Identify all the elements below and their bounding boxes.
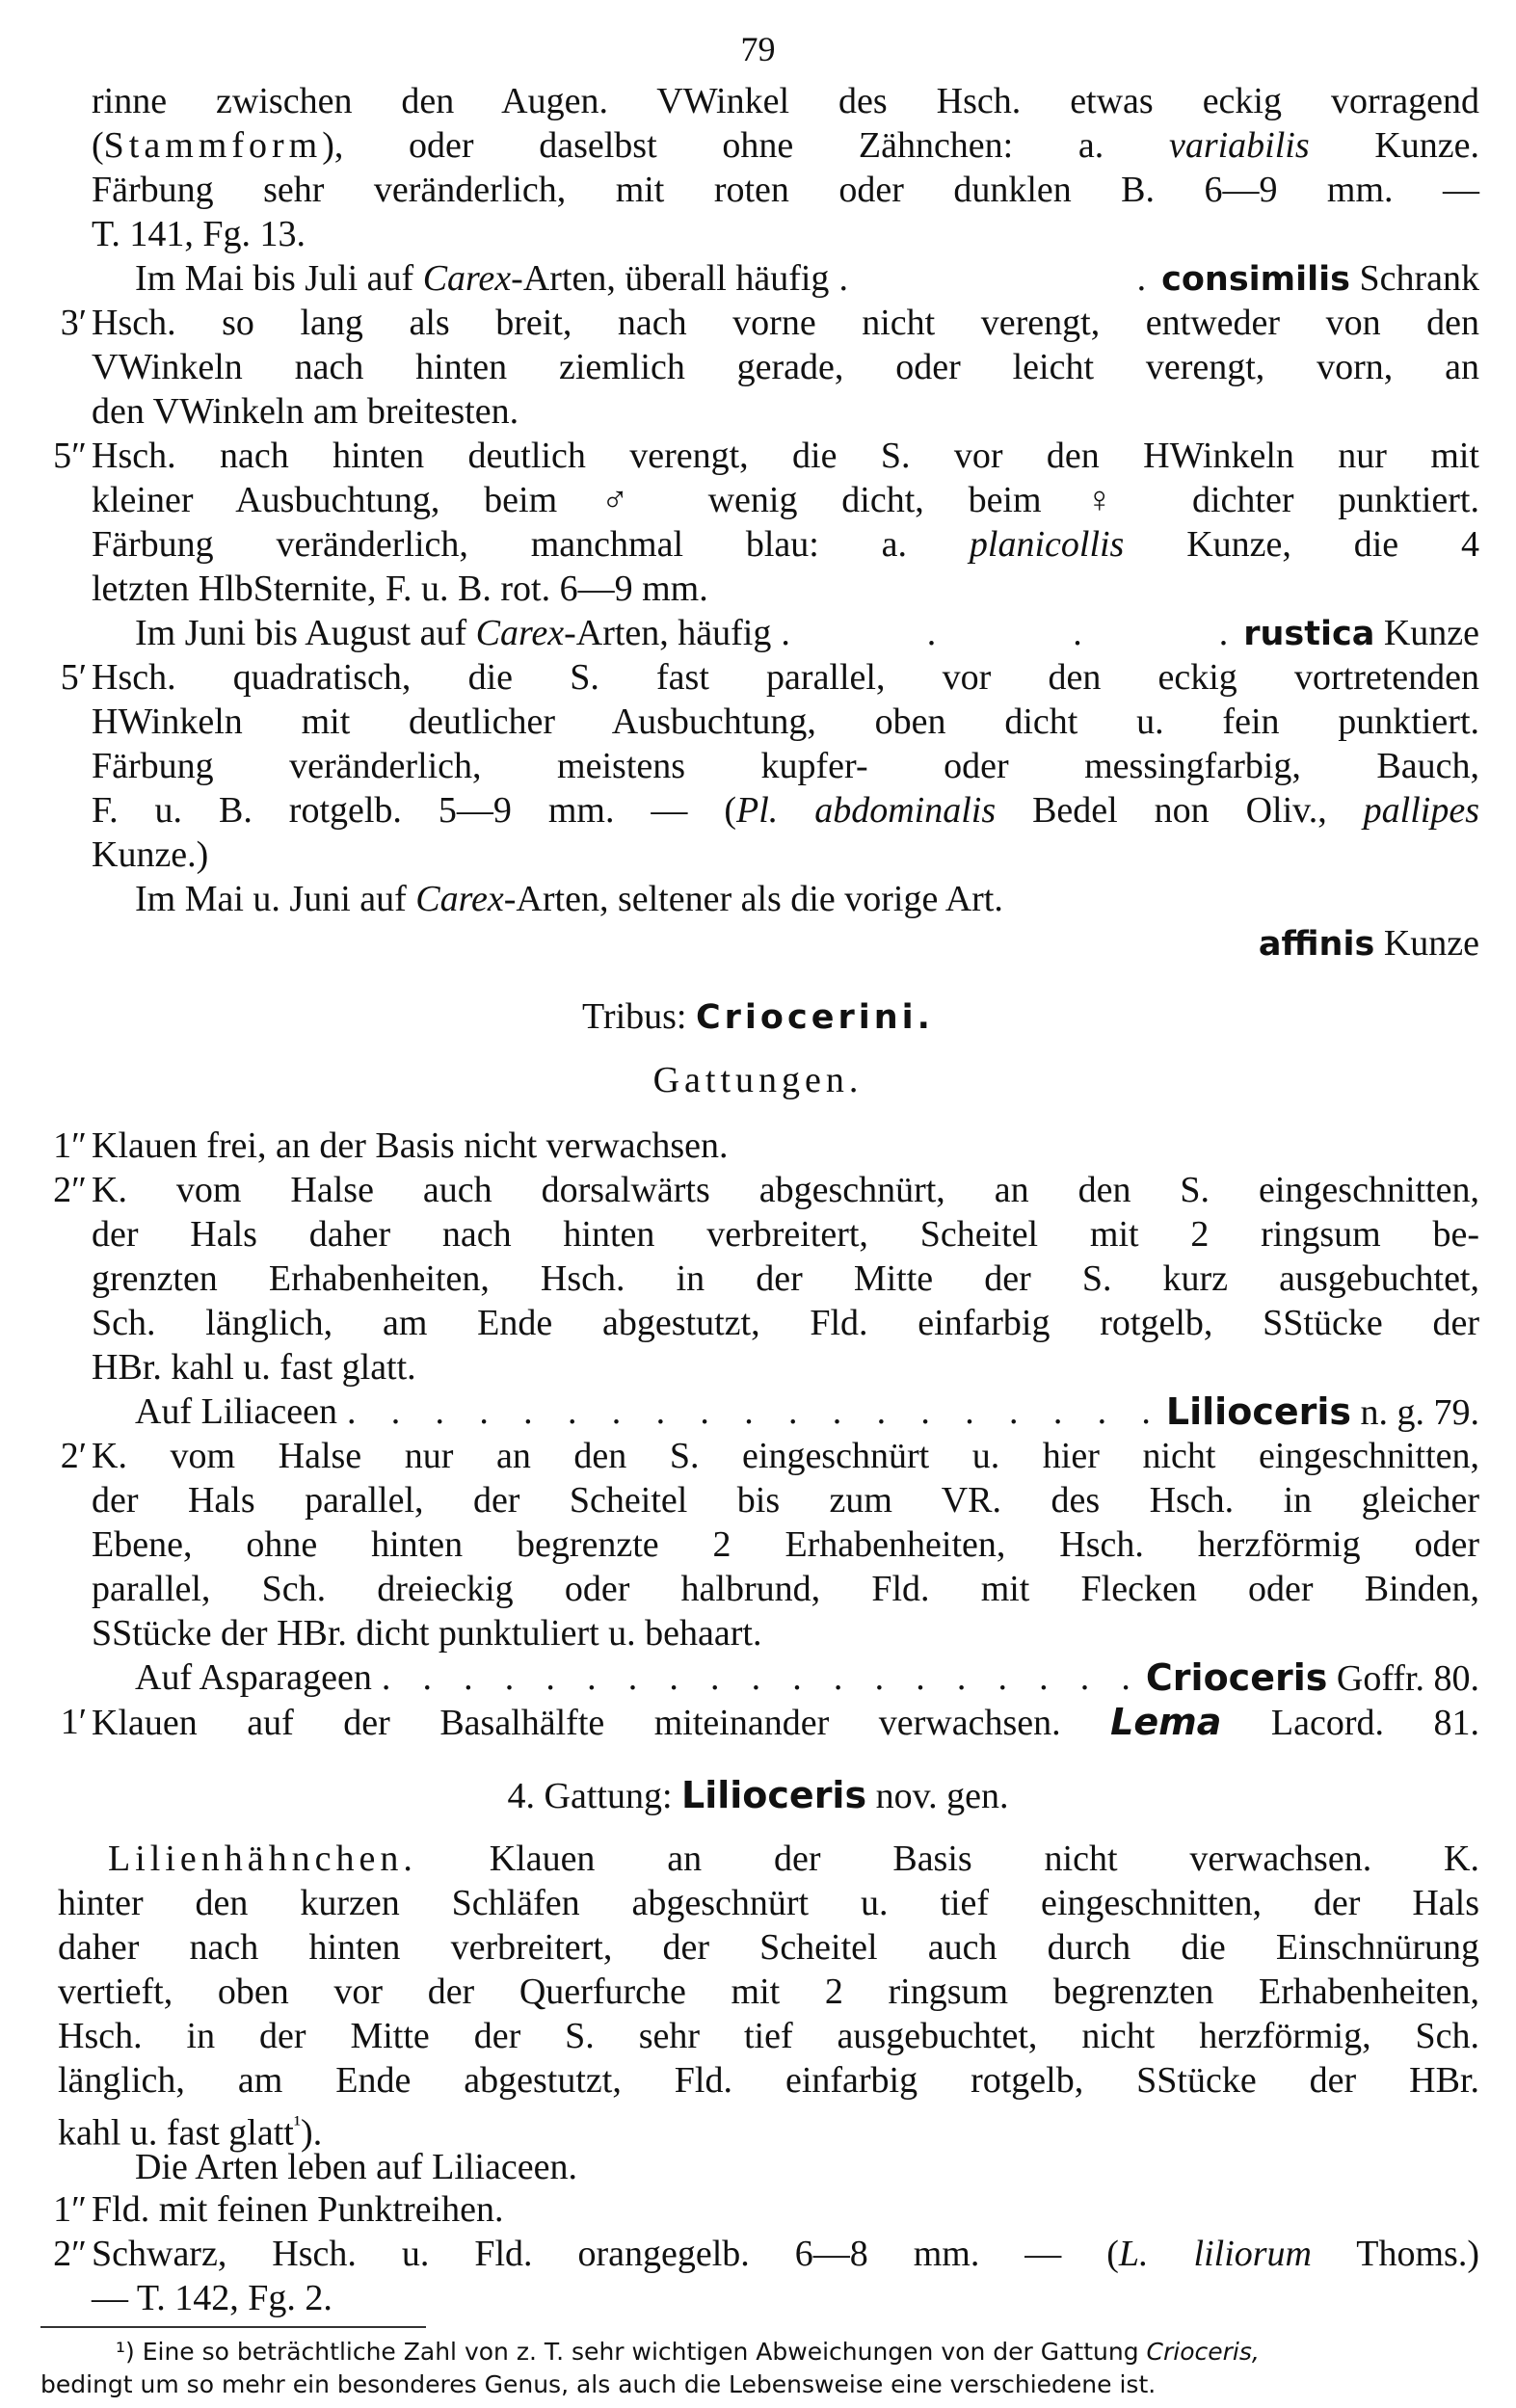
gattungen-heading: Gattungen. <box>652 1060 864 1100</box>
genus-heading: 4. Gattung: Lilioceris nov. gen. <box>507 1774 1009 1816</box>
text-line: Klauen frei, an der Basis nicht verwachsen. <box>92 1125 729 1166</box>
genus-entry-crioceris: Auf Asparageen . . . . . . . . . . . . . . . . . . . Crioceris Goffr. 80. <box>135 1656 1479 1699</box>
key-number: 1″ <box>53 1125 87 1166</box>
text-line: kahl u. fast glatt$^{^1}$). <box>58 2112 323 2154</box>
text-line: Färbung veränderlich, meistens kupfer- oder messingfarbig, Bauch, <box>92 746 1479 786</box>
key-number: 1′ <box>60 1702 87 1742</box>
species-entry-consimilis: Im Mai bis Juli auf Carex-Arten, überall häufig . . consimilis Schrank <box>135 258 1479 299</box>
text-line: hinter den kurzen Schläfen abgeschnürt u. tief eingeschnitten, der Hals <box>58 1883 1479 1923</box>
text-line: kleiner Ausbuchtung, beim ♂ wenig dicht, beim ♀ dichter punktiert. <box>92 480 1479 520</box>
text-line: Kunze.) <box>92 834 209 875</box>
footnote-line: bedingt um so mehr ein besonderes Genus, als auch die Lebensweise eine verschiedene ist. <box>40 2370 1157 2398</box>
tribus-heading: Tribus: Criocerini. <box>582 996 934 1037</box>
text-line: Fld. mit feinen Punktreihen. <box>92 2189 504 2230</box>
text-line: (Stammform), oder daselbst ohne Zähnchen: a. variabilis Kunze. <box>92 125 1480 166</box>
text-line: T. 141, Fg. 13. <box>92 214 306 254</box>
text-line: den VWinkeln am breitesten. <box>92 391 519 432</box>
text-line: Ebene, ohne hinten begrenzte 2 Erhabenheiten, Hsch. herzförmig oder <box>92 1524 1479 1565</box>
page-number: 79 <box>740 30 776 68</box>
footnote-line: ¹) Eine so beträchtliche Zahl von z. T. sehr wichtigen Abweichungen von der Gattung Crioceris, <box>116 2338 1260 2366</box>
key-number: 5″ <box>53 436 87 476</box>
text-line: SStücke der HBr. dicht punktuliert u. behaart. <box>92 1613 762 1654</box>
key-number: 2′ <box>60 1436 87 1476</box>
text-line: vertieft, oben vor der Querfurche mit 2 ringsum begrenzten Erhabenheiten, <box>58 1971 1479 2012</box>
key-number: 5′ <box>60 657 87 698</box>
text-line: Hsch. so lang als breit, nach vorne nicht verengt, entweder von den <box>92 303 1479 343</box>
text-line: Sch. länglich, am Ende abgestutzt, Fld. einfarbig rotgelb, SStücke der <box>92 1303 1479 1343</box>
text-line: Hsch. nach hinten deutlich verengt, die S. vor den HWinkeln nur mit <box>92 436 1479 476</box>
key-number: 2″ <box>53 2234 87 2274</box>
text-line: der Hals daher nach hinten verbreitert, Scheitel mit 2 ringsum be- <box>92 1214 1479 1255</box>
species-entry-rustica: Im Juni bis August auf Carex-Arten, häufig . . . . rustica Kunze <box>135 613 1479 653</box>
key-number: 3′ <box>60 303 87 343</box>
text-line: der Hals parallel, der Scheitel bis zum VR. des Hsch. in gleicher <box>92 1480 1479 1521</box>
text-line: VWinkeln nach hinten ziemlich gerade, oder leicht verengt, vorn, an <box>92 347 1479 387</box>
text-line: parallel, Sch. dreieckig oder halbrund, Fld. mit Flecken oder Binden, <box>92 1569 1479 1609</box>
text-line: daher nach hinten verbreitert, der Scheitel auch durch die Einschnürung <box>58 1927 1479 1968</box>
text-line: K. vom Halse nur an den S. eingeschnürt u. hier nicht eingeschnitten, <box>92 1436 1479 1476</box>
text-line: HWinkeln mit deutlicher Ausbuchtung, oben dicht u. fein punktiert. <box>92 701 1479 742</box>
text-line: grenzten Erhabenheiten, Hsch. in der Mitte der S. kurz ausgebuchtet, <box>92 1258 1479 1299</box>
text-line: Lilienhähnchen. Klauen an der Basis nicht verwachsen. K. <box>108 1839 1479 1879</box>
text-line: rinne zwischen den Augen. VWinkel des Hsch. etwas eckig vorragend <box>92 81 1479 121</box>
text-line: Färbung sehr veränderlich, mit roten oder dunklen B. 6—9 mm. — <box>92 170 1479 210</box>
key-number: 2″ <box>53 1170 87 1210</box>
text-line: HBr. kahl u. fast glatt. <box>92 1347 416 1388</box>
text-line: K. vom Halse auch dorsalwärts abgeschnürt, an den S. eingeschnitten, <box>92 1170 1479 1210</box>
text-line: Hsch. in der Mitte der S. sehr tief ausgebuchtet, nicht herzförmig, Sch. <box>58 2016 1479 2056</box>
footnote-rule <box>40 2326 426 2328</box>
species-entry-affinis: affinis Kunze <box>1258 923 1479 964</box>
genus-entry-lilioceris: Auf Liliaceen . . . . . . . . . . . . . . . . . . . Lilioceris n. g. 79. <box>135 1390 1479 1433</box>
text-line: länglich, am Ende abgestutzt, Fld. einfarbig rotgelb, SStücke der HBr. <box>58 2060 1479 2101</box>
text-line: letzten HlbSternite, F. u. B. rot. 6—9 mm. <box>92 569 708 609</box>
text-line: — T. 142, Fg. 2. <box>92 2278 332 2318</box>
text-line: F. u. B. rotgelb. 5—9 mm. — (Pl. abdominalis Bedel non Oliv., pallipes <box>92 790 1479 831</box>
key-number: 1″ <box>53 2189 87 2230</box>
text-line: Im Mai u. Juni auf Carex-Arten, seltener als die vorige Art. <box>135 879 1003 919</box>
text-line: Die Arten leben auf Liliaceen. <box>135 2147 577 2187</box>
text-line: Schwarz, Hsch. u. Fld. orangegelb. 6—8 mm. — (L. liliorum Thoms.) <box>92 2234 1479 2274</box>
text-line: Hsch. quadratisch, die S. fast parallel, vor den eckig vortretenden <box>92 657 1479 698</box>
text-line: Färbung veränderlich, manchmal blau: a. planicollis Kunze, die 4 <box>92 524 1480 565</box>
genus-entry-lema: Klauen auf der Basalhälfte miteinander verwachsen. Lema Lacord. 81. <box>92 1701 1479 1743</box>
